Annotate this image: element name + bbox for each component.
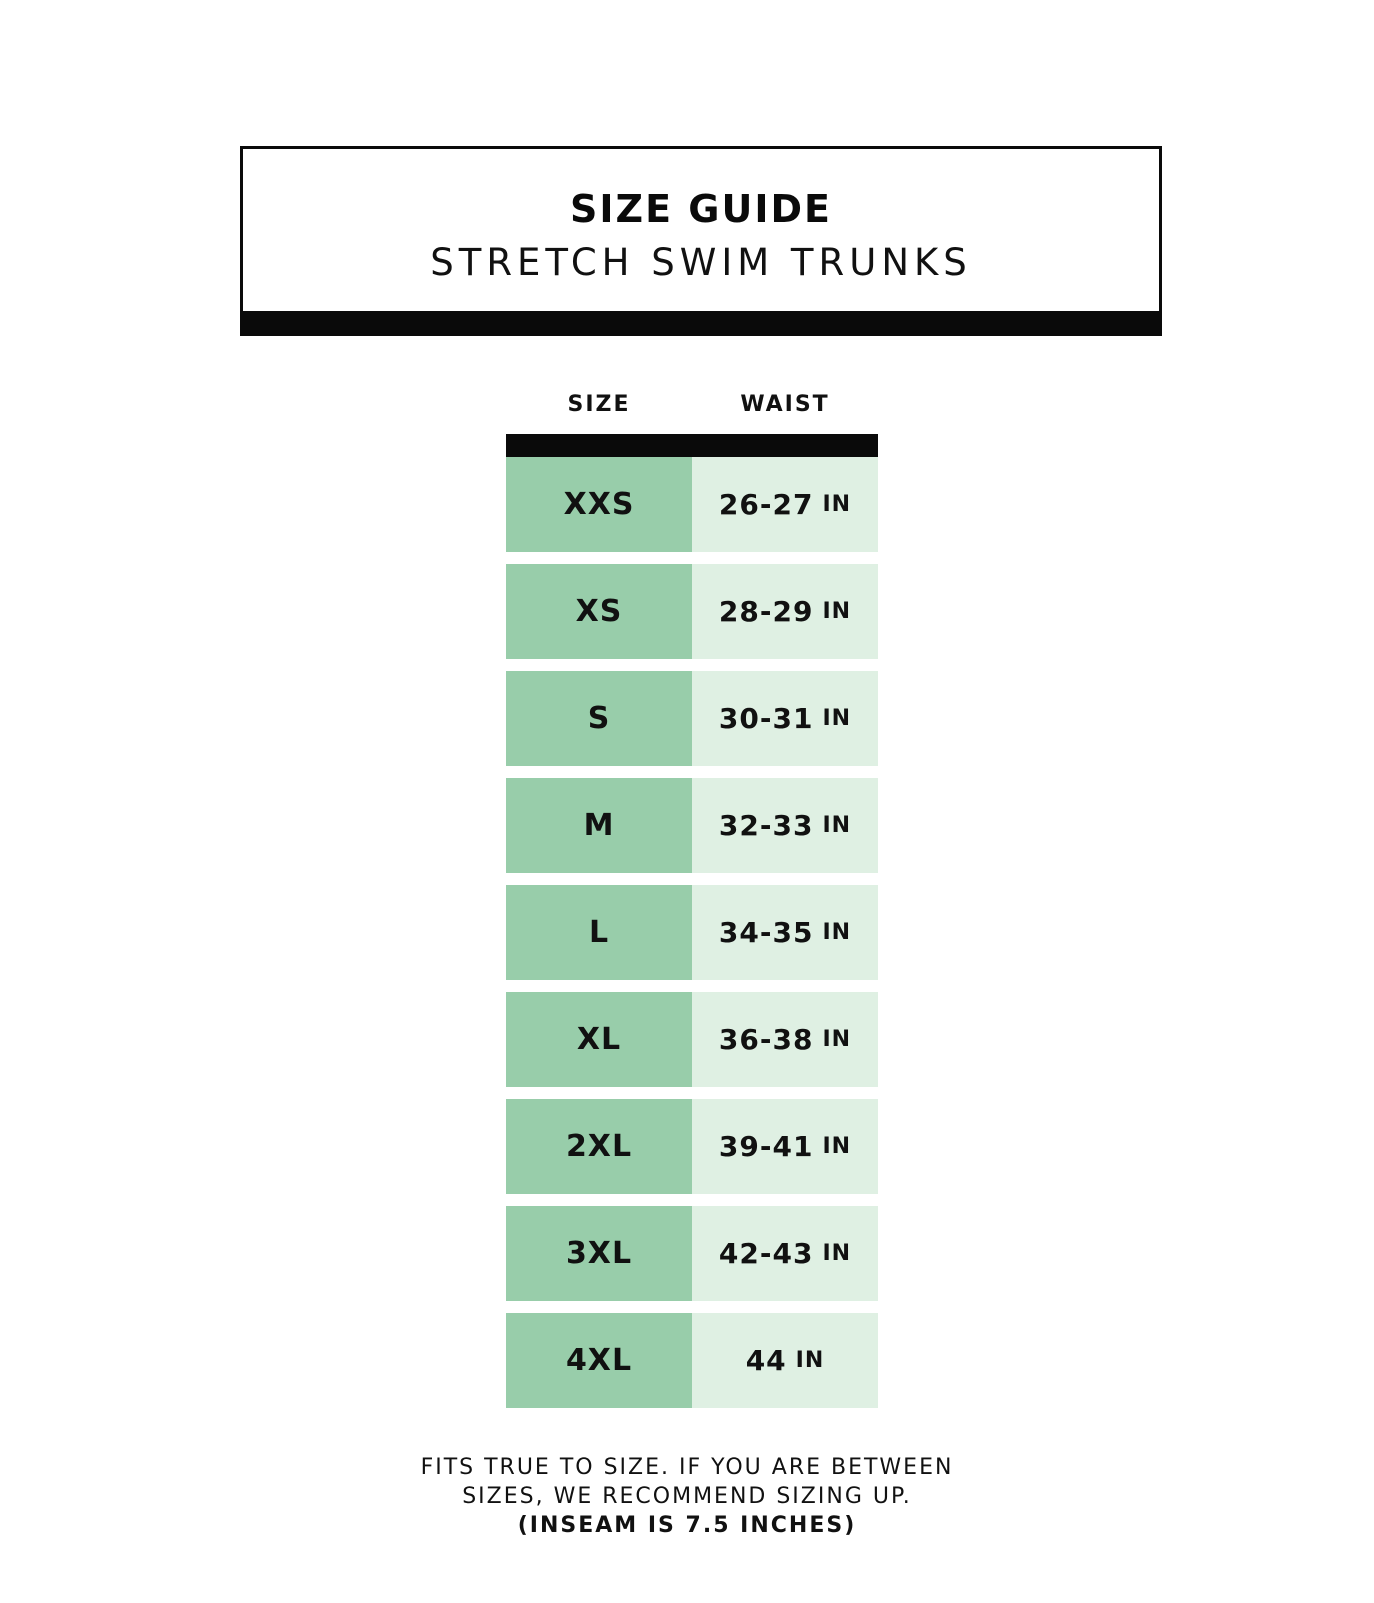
waist-value: 28-29 [718, 595, 814, 628]
waist-value: 30-31 [718, 702, 814, 735]
size-cell: S [506, 671, 692, 766]
table-row [506, 671, 878, 766]
waist-cell [692, 671, 878, 766]
waist-unit: IN [822, 813, 852, 838]
waist-value: 36-38 [718, 1023, 814, 1056]
waist-cell [692, 992, 878, 1087]
table-row [506, 885, 878, 980]
fit-note-line-2: SIZES, WE RECOMMEND SIZING UP. [462, 1484, 912, 1509]
waist-value: 32-33 [718, 809, 814, 842]
table-row [506, 1206, 878, 1301]
waist-unit: IN [795, 1348, 825, 1373]
waist-value: 39-41 [718, 1130, 814, 1163]
waist-unit: IN [822, 492, 852, 517]
waist-unit: IN [822, 1241, 852, 1266]
fit-note-line-1: FITS TRUE TO SIZE. IF YOU ARE BETWEEN [420, 1455, 954, 1480]
column-header-waist: WAIST [740, 392, 830, 417]
waist-value: 34-35 [718, 916, 814, 949]
size-cell: 4XL [506, 1313, 692, 1408]
size-cell: L [506, 885, 692, 980]
waist-cell [692, 778, 878, 873]
waist-value: 44 [745, 1344, 787, 1377]
waist-cell [692, 1099, 878, 1194]
page-title: SIZE GUIDE [570, 187, 832, 231]
waist-cell [692, 1313, 878, 1408]
waist-cell [692, 1206, 878, 1301]
fit-note [0, 1453, 1374, 1540]
size-table [506, 457, 878, 1420]
size-cell: M [506, 778, 692, 873]
table-row [506, 457, 878, 552]
size-cell: 3XL [506, 1206, 692, 1301]
waist-unit: IN [822, 1134, 852, 1159]
table-row [506, 992, 878, 1087]
table-row [506, 564, 878, 659]
size-cell: XS [506, 564, 692, 659]
waist-unit: IN [822, 706, 852, 731]
header-bar [243, 311, 1159, 336]
waist-cell [692, 564, 878, 659]
waist-cell [692, 885, 878, 980]
size-cell: XXS [506, 457, 692, 552]
header-box [240, 146, 1162, 336]
waist-unit: IN [822, 920, 852, 945]
size-cell: XL [506, 992, 692, 1087]
table-header-bar [506, 434, 878, 457]
page-subtitle: STRETCH SWIM TRUNKS [430, 241, 972, 284]
waist-value: 26-27 [718, 488, 814, 521]
waist-unit: IN [822, 599, 852, 624]
waist-cell [692, 457, 878, 552]
waist-unit: IN [822, 1027, 852, 1052]
column-header-size: SIZE [567, 392, 631, 417]
waist-value: 42-43 [718, 1237, 814, 1270]
table-row [506, 1313, 878, 1408]
inseam-note: (INSEAM IS 7.5 INCHES) [517, 1513, 857, 1538]
size-cell: 2XL [506, 1099, 692, 1194]
table-row [506, 1099, 878, 1194]
table-row [506, 778, 878, 873]
